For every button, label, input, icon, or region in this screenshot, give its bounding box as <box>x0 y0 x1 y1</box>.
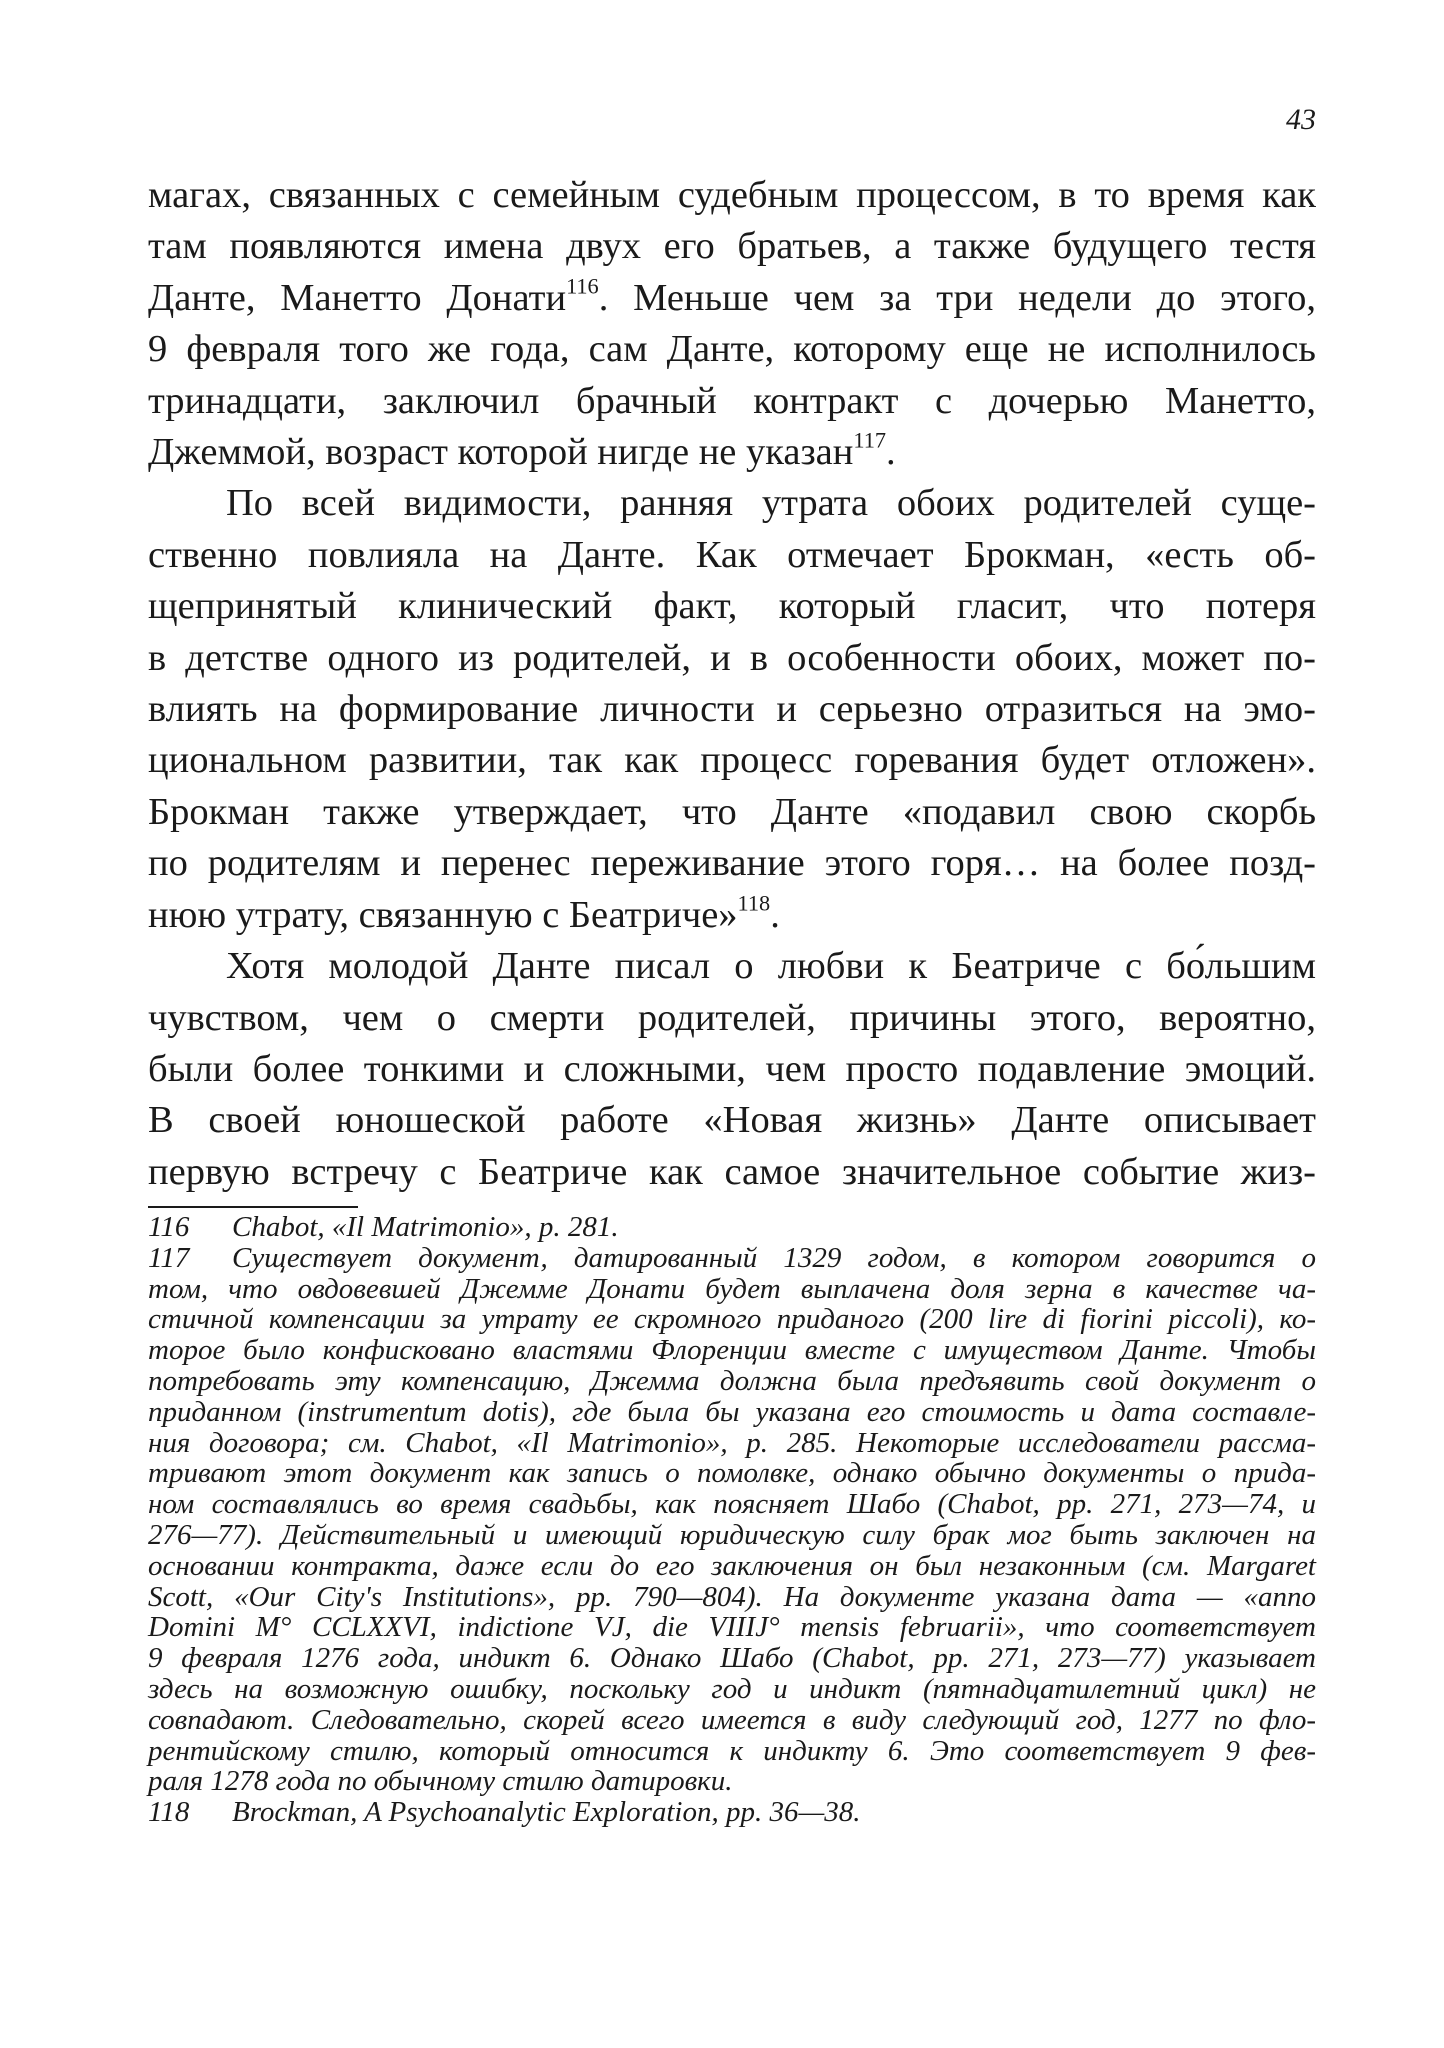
text-line <box>148 376 1316 427</box>
text-line <box>148 478 1316 529</box>
footnote-text: рентийскому стилю, который относится к индикту 6. Это соответствует 9 фев- <box>148 1734 1316 1767</box>
footnote-line <box>148 1643 1316 1674</box>
text-segment: В своей юношеской работе «Новая жизнь» Данте описывает <box>148 1099 1316 1142</box>
text-segment: По всей видимости, ранняя утрата обоих родителей суще- <box>226 482 1316 525</box>
footnote <box>148 1243 1316 1797</box>
text-line <box>148 1147 1316 1198</box>
text-segment: ственно повлияла на Данте. Как отмечает Брокман, «есть об- <box>148 533 1316 576</box>
text-segment: . <box>770 893 780 936</box>
text-line <box>148 221 1316 272</box>
page-number: 43 <box>1286 103 1316 136</box>
footnote-text: Существует документ, датированный 1329 годом, в котором говорится о <box>232 1241 1316 1274</box>
text-segment: магах, связанных с семейным судебным процессом, в то время как <box>148 174 1316 216</box>
footnote-line <box>148 1674 1316 1705</box>
text-segment: влиять на формирование личности и серьезно отразиться на эмо- <box>148 688 1316 731</box>
main-text <box>148 170 1316 1198</box>
footnote-text: торое было конфисковано властями Флоренции вместе с имуществом Данте. Чтобы <box>148 1334 1316 1367</box>
text-line <box>148 324 1316 375</box>
footnote-number: 117 <box>148 1241 190 1274</box>
footnote-line <box>148 1243 1316 1274</box>
text-segment: там появляются имена двух его братьев, а также будущего тестя <box>148 225 1316 268</box>
text-line <box>148 633 1316 684</box>
text-line <box>148 890 1316 941</box>
footnote-line <box>148 1705 1316 1736</box>
footnote-text: 9 февраля 1276 года, индикт 6. Однако Шабо (Chabot, pp. 271, 273—77) указывает <box>148 1642 1316 1675</box>
text-line <box>148 1044 1316 1095</box>
footnote-line <box>148 1736 1316 1767</box>
footnote-line <box>148 1520 1316 1551</box>
text-line <box>148 735 1316 786</box>
footnote-text: Scott, «Our City's Institutions», pp. 790—804). На документе указана дата — «anno <box>148 1580 1316 1613</box>
text-line <box>148 941 1316 992</box>
footnotes <box>148 1212 1316 1828</box>
paragraph <box>148 170 1316 478</box>
footnote-marker: 117 <box>853 427 887 453</box>
footnote-text: 276—77). Действительный и имеющий юридическую силу брак мог быть заключен на <box>148 1518 1316 1551</box>
footnote-text: ном составлялись во время свадьбы, как поясняет Шабо (Chabot, pp. 271, 273—74, и <box>148 1488 1316 1521</box>
footnote-line <box>148 1612 1316 1643</box>
paragraph <box>148 478 1316 941</box>
footnote-line <box>148 1582 1316 1613</box>
footnote <box>148 1212 1316 1243</box>
text-segment: Брокман также утверждает, что Данте «подавил свою скорбь <box>148 790 1316 833</box>
footnote-line <box>148 1212 1316 1243</box>
footnote-text: стичной компенсации за утрату ее скромного приданого (200 lire di fiorini piccoli), ко- <box>148 1303 1316 1336</box>
footnote-marker: 118 <box>737 889 771 915</box>
text-line <box>148 993 1316 1044</box>
footnote-text: раля 1278 года по обычному стилю датировки. <box>148 1765 733 1798</box>
text-line <box>148 427 1316 478</box>
footnote-text: ния договора; см. Chabot, «Il Matrimonio», p. 285. Некоторые исследователи рассма- <box>148 1426 1316 1459</box>
footnote-line <box>148 1428 1316 1459</box>
footnote-text: тривают этот документ как запись о помолвке, однако обычно документы о прида- <box>148 1457 1316 1490</box>
text-line <box>148 838 1316 889</box>
text-segment: Хотя молодой Данте писал о любви к Беатриче с бо́льшим <box>226 945 1316 988</box>
footnote-line <box>148 1797 1316 1828</box>
footnote-line <box>148 1458 1316 1489</box>
text-line <box>148 1095 1316 1146</box>
footnote-line <box>148 1489 1316 1520</box>
footnote-number: 118 <box>148 1796 190 1829</box>
footnote-text: потребовать эту компенсацию, Джемма должна была предъявить свой документ о <box>148 1364 1316 1397</box>
text-line <box>148 170 1316 221</box>
text-segment: . <box>886 431 896 474</box>
text-segment: . Меньше чем за три недели до этого, <box>598 276 1316 319</box>
text-segment: 9 февраля того же года, сам Данте, которому еще не исполнилось <box>148 328 1316 371</box>
footnote-line <box>148 1366 1316 1397</box>
footnote <box>148 1797 1316 1828</box>
footnote-text: Brockman, A Psychoanalytic Exploration, pp. 36—38. <box>232 1796 861 1829</box>
paragraph <box>148 941 1316 1198</box>
text-segment: были более тонкими и сложными, чем просто подавление эмоций. <box>148 1047 1316 1090</box>
text-line <box>148 684 1316 735</box>
text-line <box>148 530 1316 581</box>
footnote-line <box>148 1551 1316 1582</box>
footnote-line <box>148 1335 1316 1366</box>
text-segment: Данте, Манетто Донати <box>148 276 567 319</box>
text-segment: тринадцати, заключил брачный контракт с дочерью Манетто, <box>148 379 1316 422</box>
footnote-text: том, что овдовевшей Джемме Донати будет выплачена доля зерна в качестве ча- <box>148 1272 1316 1305</box>
text-segment: щепринятый клинический факт, который гласит, что потеря <box>148 585 1316 628</box>
text-segment: циональном развитии, так как процесс горевания будет отложен». <box>148 739 1316 782</box>
text-line <box>148 581 1316 632</box>
footnote-text: Domini M° CCLXXVI, indictione VJ, die VIIIJ° mensis februarii», что соответствует <box>148 1611 1316 1644</box>
text-segment: Джеммой, возраст которой нигде не указан <box>148 431 854 474</box>
text-segment: в детстве одного из родителей, и в особенности обоих, может по- <box>148 636 1316 679</box>
text-segment: первую встречу с Беатриче как самое значительное событие жиз- <box>148 1150 1316 1193</box>
text-line <box>148 787 1316 838</box>
text-segment: нюю утрату, связанную с Беатриче» <box>148 893 738 936</box>
footnote-text: совпадают. Следовательно, скорей всего имеется в виду следующий год, 1277 по фло- <box>148 1703 1316 1736</box>
text-segment: чувством, чем о смерти родителей, причины этого, вероятно, <box>148 996 1316 1039</box>
text-segment: по родителям и перенес переживание этого горя… на более позд- <box>148 842 1316 885</box>
footnote-line <box>148 1274 1316 1305</box>
text-line <box>148 273 1316 324</box>
footnote-text: здесь на возможную ошибку, поскольку год и индикт (пятнадцатилетний цикл) не <box>148 1672 1316 1705</box>
footnote-line <box>148 1397 1316 1428</box>
footnote-marker: 116 <box>566 273 599 299</box>
footnote-text: Chabot, «Il Matrimonio», p. 281. <box>232 1211 619 1243</box>
footnote-text: основании контракта, даже если до его заключения он был незаконным (см. Margaret <box>148 1549 1316 1582</box>
footnote-text: приданном (instrumentum dotis), где была бы указана его стоимость и дата составле- <box>148 1395 1316 1428</box>
footnote-number: 116 <box>148 1211 190 1243</box>
footnote-line <box>148 1766 1316 1797</box>
footnote-divider <box>148 1206 358 1208</box>
footnote-line <box>148 1304 1316 1335</box>
